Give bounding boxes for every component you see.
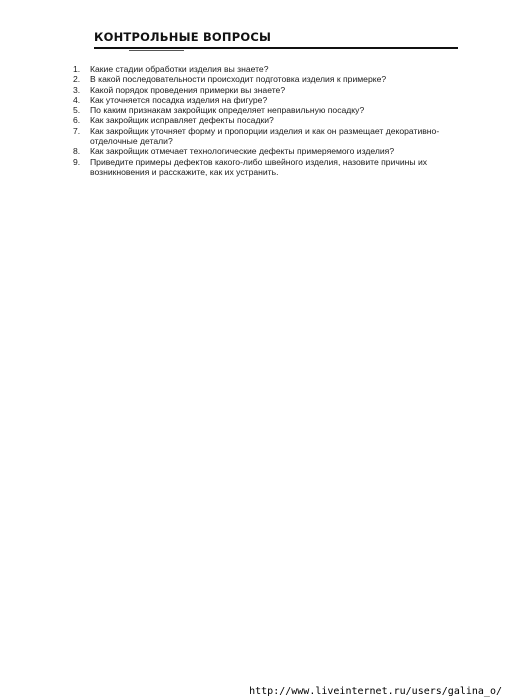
question-item: [73, 115, 463, 125]
question-number: 1.: [73, 64, 81, 74]
question-number: 3.: [73, 84, 81, 95]
section-heading: КОНТРОЛЬНЫЕ ВОПРОСЫ: [94, 30, 272, 44]
question-number: 2.: [73, 74, 81, 85]
question-text: В какой последовательности происходит подготовка изделия к примерке?: [90, 74, 387, 85]
question-text: Как уточняется посадка изделия на фигуре?: [90, 94, 268, 105]
question-number: 7.: [73, 125, 81, 136]
question-text: Как закройщик отмечает технологические дефекты примеряемого изделия?: [90, 146, 395, 157]
question-text: По каким признакам закройщик определяет неправильную посадку?: [90, 105, 365, 116]
question-text: Как закройщик исправляет дефекты посадки?: [90, 115, 274, 126]
question-item: [73, 95, 463, 105]
question-text: Какие стадии обработки изделия вы знаете?: [90, 64, 269, 74]
heading-subrule: [129, 50, 184, 51]
question-number: 6.: [73, 115, 81, 126]
source-link[interactable]: http://www.liveinternet.ru/users/galina_o/: [249, 686, 502, 697]
question-number: 5.: [73, 105, 81, 116]
heading-block: [94, 30, 458, 51]
question-number: 4.: [73, 94, 81, 105]
question-item: [73, 105, 463, 115]
question-text: Приведите примеры дефектов какого-либо швейного изделия, назовите причины их возникновения и расскажите, как их устранить.: [90, 156, 428, 177]
question-number: 8.: [73, 146, 81, 157]
question-item: [73, 157, 463, 178]
heading-rule: [94, 47, 458, 49]
question-item: [73, 74, 463, 84]
questions-list: [73, 64, 463, 177]
question-number: 9.: [73, 156, 81, 167]
question-text: Какой порядок проведения примерки вы знаете?: [90, 84, 286, 95]
question-item: [73, 126, 463, 147]
question-text: Как закройщик уточняет форму и пропорции изделия и как он размещает декоративно-отделочные детали?: [90, 125, 440, 147]
question-item: [73, 64, 463, 74]
question-item: [73, 85, 463, 95]
question-item: [73, 146, 463, 156]
